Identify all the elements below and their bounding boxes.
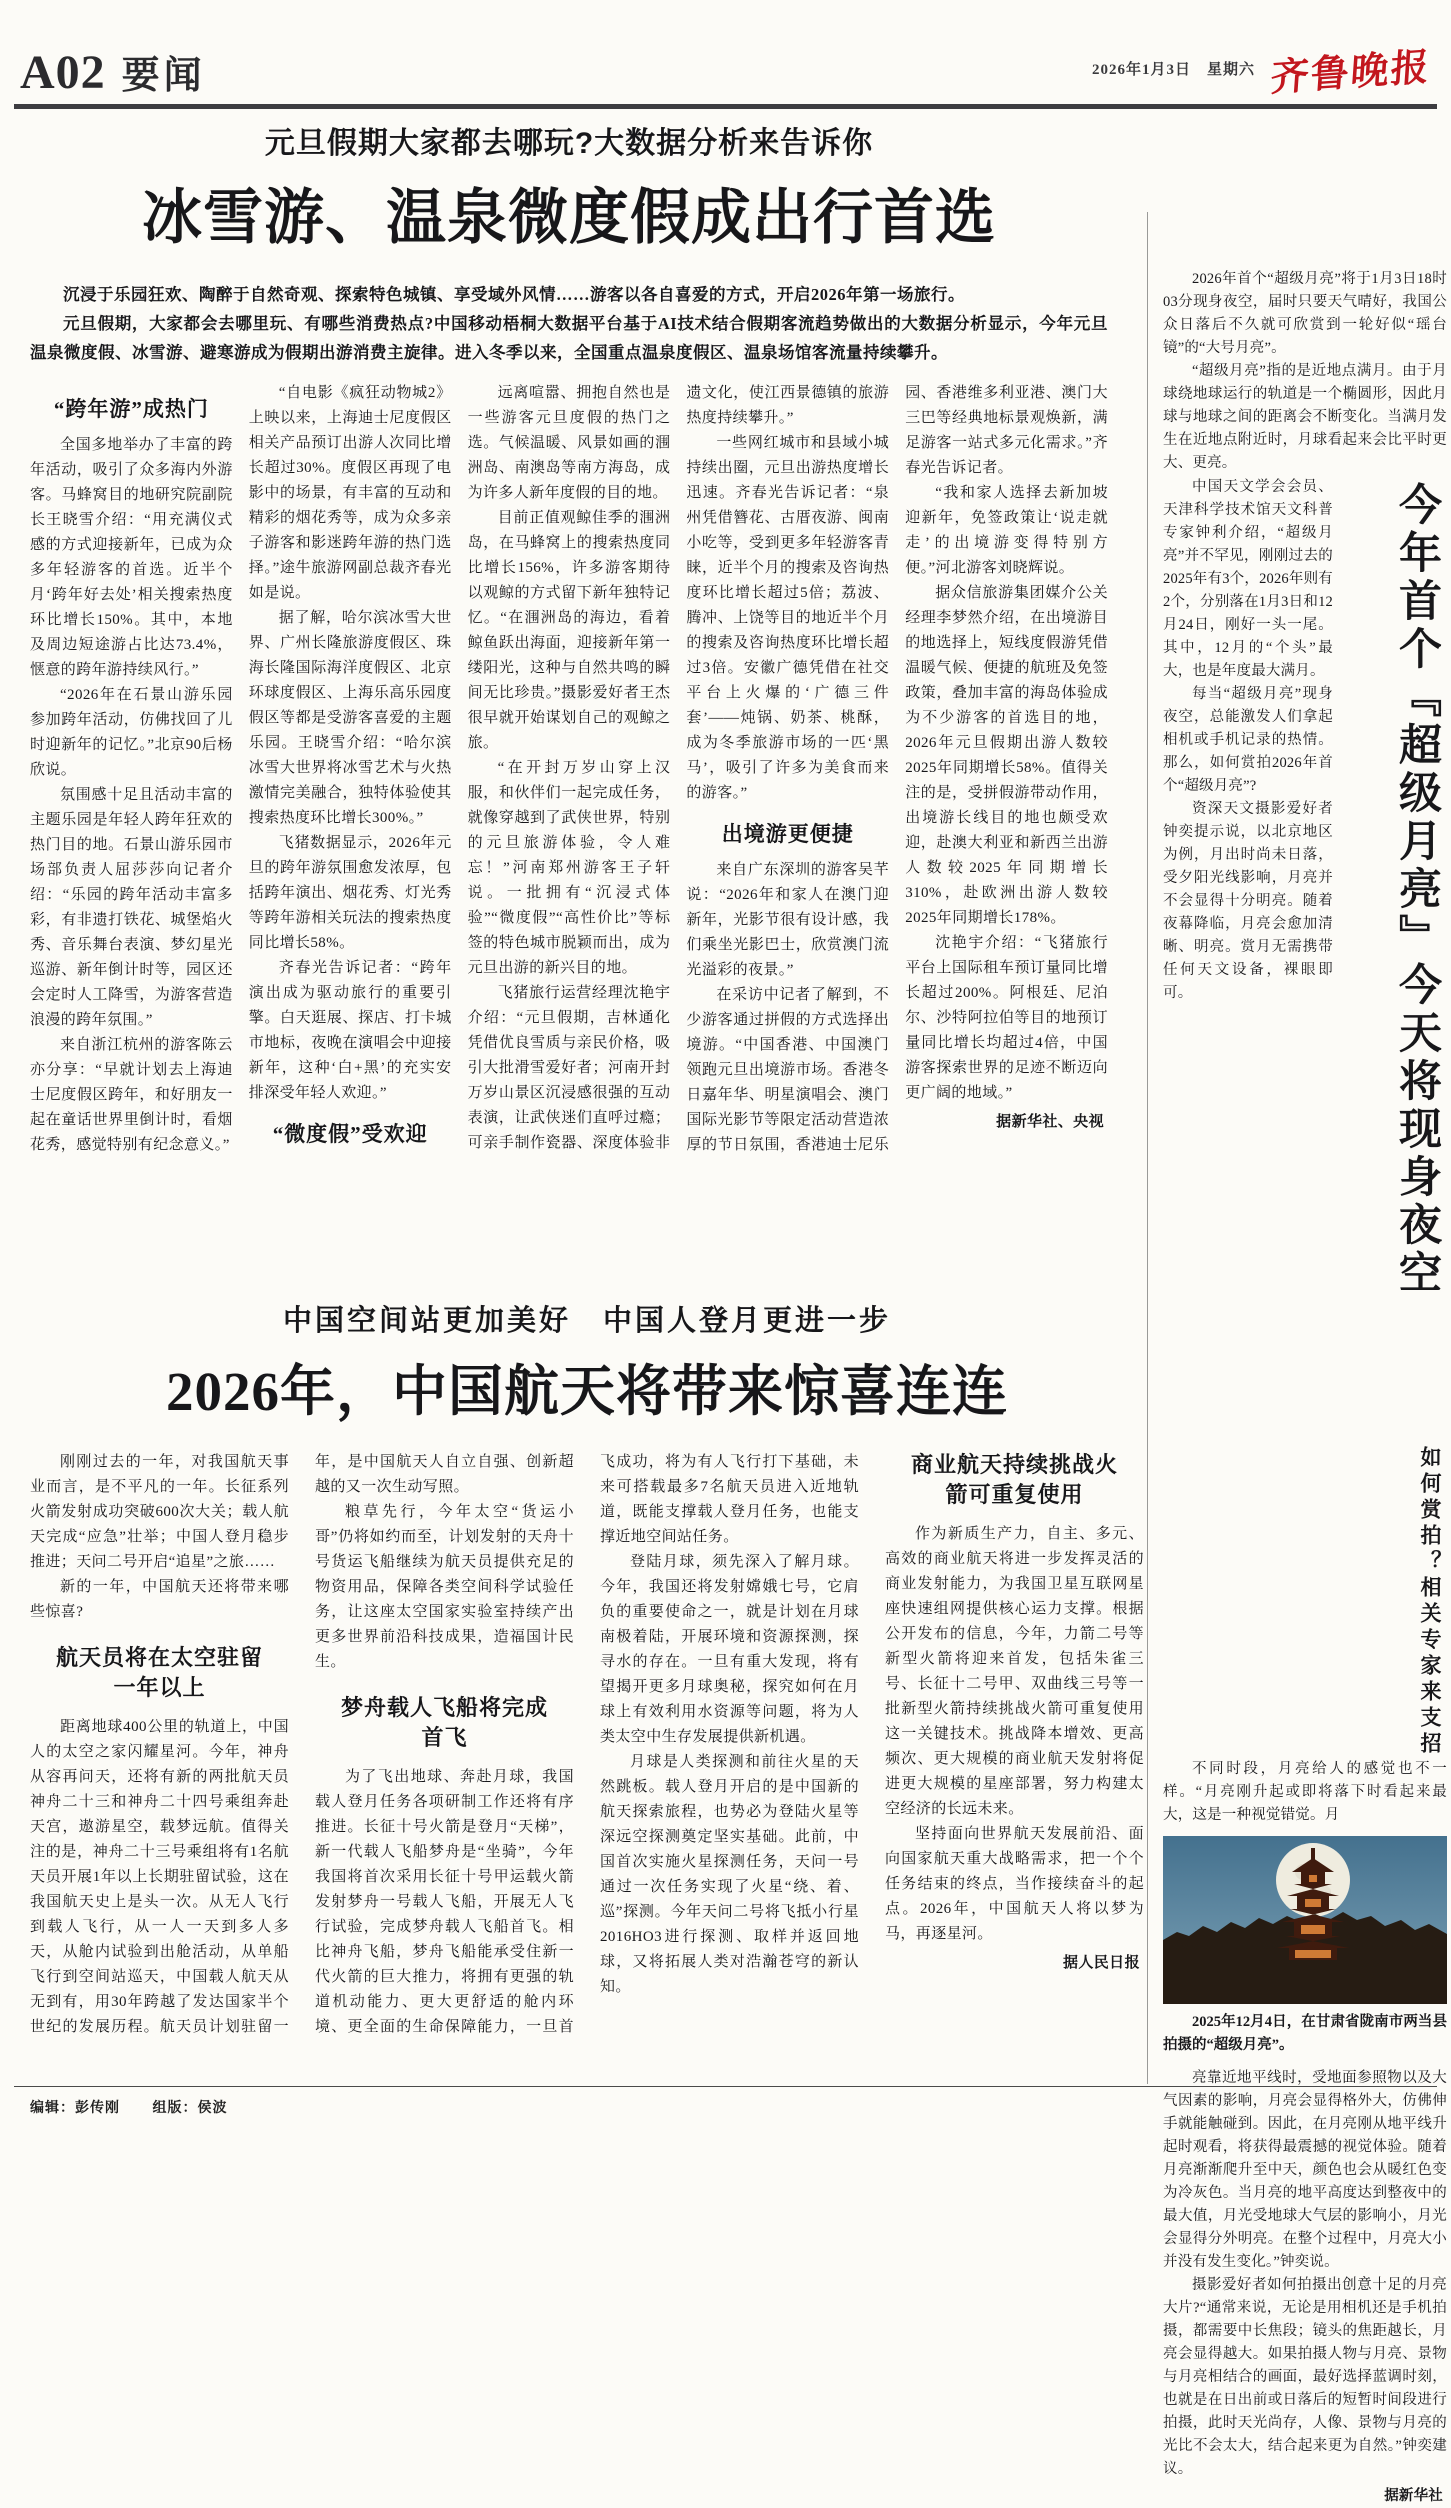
lead-kicker: 元旦假期大家都去哪玩?大数据分析来告诉你: [264, 127, 874, 160]
paragraph: 资深天文摄影爱好者钟奕提示说，以北京地区为例，月出时尚未日落，受夕阳光线影响，月亮并不会显得十分明亮。随着夜幕降临，月亮会愈加清晰、明亮。赏月无需携带任何天文设备，裸眼即可。: [1163, 801, 1333, 1001]
paragraph: 中国天文学会会员、天津科学技术馆天文科普专家钟利介绍，“超级月亮”并不罕见，刚刚过去的2025年有3个，2026年则有2个，分别落在1月3日和12月24日，刚好一头一尾。其中，12月的“个头”最大，也是年度最大满月。: [1163, 479, 1333, 679]
paragraph: 粮草先行，今年太空“货运小哥”仍将如约而至，计划发射的天舟十号货运飞船继续为航天员提供充足的物资用品，保障各类空间科学试验任务，让这座太空国家实验室持续产出更多世界前沿科技成果，造福国计民生。: [315, 1504, 574, 1670]
moon-bridge-text: [1163, 1758, 1447, 1827]
moon-mid-text: [1163, 476, 1333, 1758]
masthead-logo: 齐鲁晚报: [1269, 46, 1432, 100]
paragraph: 摄影爱好者如何拍摄出创意十足的月亮大片?“通常来说，无论是用相机还是手机拍摄，都需要中长焦段；镜头的焦距越长，月亮会显得越大。如果拍摄人物与月亮、景物与月亮相结合的画面，最好选择蓝调时刻，也就是在日出前或日落后的短暂时间段进行拍摄，此时天光尚存，人像、景物与月亮的光比不会太大，结合起来更为自然。”钟奕建议。: [1163, 2277, 1447, 2477]
moon-vertical-headline-block: [1333, 476, 1447, 1758]
column-subhead: “跨年游”成热门: [53, 397, 209, 421]
paragraph: 在采访中记者了解到，不少游客通过拼假的方式选择出境游。“中国香港、中国澳门领跑元旦出境游市场。香港冬日嘉年华、明星演唱会、澳门国际光影节等限定活动营造浓厚的节日氛围，香港迪士尼乐园、香港维多利亚港、澳门大三巴等经典地标景观焕新，满足游客一站式多元化需求。”齐春光告诉记者。: [686, 385, 1108, 1153]
column-subhead: 商业航天持续挑战火箭可重复使用: [910, 1452, 1118, 1507]
paragraph: 目前正值观鲸佳季的涠洲岛，在马蜂窝上的搜索热度同比增长156%，许多游客期待以观鲸的方式留下新年独特记忆。“在涠洲岛的海边，看着鲸鱼跃出海面，迎接新年第一缕阳光，这种与自然共鸣的瞬间无比珍贵。”摄影爱好者王杰很早就开始谋划自己的观鲸之旅。: [467, 510, 671, 751]
paragraph: “超级月亮”指的是近地点满月。由于月球绕地球运行的轨道是一个椭圆形，因此月球与地球之间的距离会不断变化。当满月发生在近地点附近时，月球看起来会比平时更大、更亮。: [1163, 363, 1447, 471]
moon-intro: [1163, 268, 1447, 475]
source-attribution: 据新华社: [1384, 2488, 1443, 2504]
paragraph: 登陆月球，须先深入了解月球。今年，我国还将发射嫦娥七号，它肩负的重要使命之一，就是计划在月球南极着陆，开展环境和资源探测，探寻水的存在。一旦有重大发现，将有望揭开更多月球奥秘，探究如何在月球上有效利用水资源等问题，将为人类太空中生存发展提供新机遇。: [600, 1554, 859, 1745]
moon-article: [1163, 268, 1447, 2508]
paragraph: 远离喧嚣、拥抱自然也是一些游客元旦度假的热门之选。气候温暖、风景如画的涠洲岛、南澳岛等南方海岛，成为许多人新年度假的目的地。: [467, 385, 671, 501]
layout-credit: 组版：侯波: [152, 2101, 228, 2116]
paragraph: 2026年首个“超级月亮”将于1月3日18时03分现身夜空，届时只要天气晴好，我国公众日落后不久就可欣赏到一轮好似“瑶台镜”的“大号月亮”。: [1163, 271, 1447, 356]
paragraph: 为了飞出地球、奔赴月球，我国载人登月任务各项研制工作还将有序推进。长征十号火箭是登月“天梯”，新一代载人飞船梦舟是“坐骑”，今年我国将首次采用长征十号甲运载火箭发射梦舟一号载人飞船，开展无人飞行试验，完成梦舟载人飞船首飞。相比神舟飞船，梦舟飞船能承受住新一代火箭的巨大推力，将拥有更强的轨道机动能力、更大更舒适的舱内环境、更全面的生命保障能力，一旦首飞成功，将为有人飞行打下基础，未来可搭载最多7名航天员进入近地轨道，既能支撑载人登月任务，也能支撑近地空间站任务。: [315, 1454, 859, 2035]
paragraph: 月球是人类探测和前往火星的天然跳板。载人登月开启的是中国新的航天探索旅程，也势必为登陆火星等深远空探测奠定坚实基础。此前，中国首次实施火星探测任务，天问一号通过一次任务实现了火星“绕、着、巡”探测。今年天问二号将飞抵小行星2016HO3进行探测、取样并返回地球，又将拓展人类对浩瀚苍穹的新认知。: [600, 1754, 859, 1995]
paragraph: 亮靠近地平线时，受地面参照物以及大气因素的影响，月亮会显得格外大，仿佛伸手就能触碰到。因此，在月亮刚从地平线升起时观看，将获得最震撼的视觉体验。随着月亮渐渐爬升至中天，颜色也会从暖红色变为冷灰色。当月亮的地平高度达到整夜中的最大值，月光受地球大气层的影响小，月光会显得分外明亮。在整个过程中，月亮大小并没有发生变化。”钟奕说。: [1163, 2070, 1447, 2270]
paragraph: “2026年在石景山游乐园参加跨年活动，仿佛找回了儿时迎新年的记忆。”北京90后杨欣说。: [30, 687, 233, 778]
paragraph: 作为新质生产力，自主、多元、高效的商业航天将进一步发挥灵活的商业发射能力，为我国卫星互联网星座快速组网提供核心运力支撑。根据公开发布的信息，今年，力箭二号等新型火箭将迎来首发，包括朱雀三号、长征十二号甲、双曲线三号等一批新型火箭持续挑战火箭可重复使用这一关键技术。挑战降本增效、更高频次、更大规模的商业航天发射将促进更大规模的星座部署，努力构建太空经济的长远未来。: [885, 1526, 1144, 1817]
paragraph: 飞猪旅行运营经理沈艳宇介绍：“元旦假期，吉林通化凭借优良雪质与亲民价格，吸引大批滑雪爱好者；河南开封万岁山景区沉浸感很强的互动表演，让武侠迷们直呼过瘾；可亲手制作瓷器、深度体验非遗文化，使江西景德镇的旅游热度持续攀升。”: [467, 385, 890, 1151]
column-subhead: 梦舟载人飞船将完成首飞: [340, 1695, 548, 1750]
footer-rule: [14, 2086, 1437, 2087]
moon-subtitle: 如何赏拍？相关专家来支招: [1418, 1446, 1442, 1758]
supermoon-photo: [1163, 1836, 1447, 2004]
paragraph: 不同时段，月亮给人的感觉也不一样。“月亮刚升起或即将落下时看起来最大，这是一种视觉错觉。月: [1163, 1761, 1447, 1823]
column-subhead: 航天员将在太空驻留一年以上: [55, 1645, 263, 1700]
paragraph: “自电影《疯狂动物城2》上映以来，上海迪士尼度假区相关产品预订出游人次同比增长超过30%。度假区再现了电影中的场景，有丰富的互动和精彩的烟花秀等，成为众多亲子游客和影迷跨年游的热门选择。”途牛旅游网副总裁齐春光如是说。: [248, 385, 452, 601]
paragraph: 来自浙江杭州的游客陈云亦分享：“早就计划去上海迪士尼度假区跨年，和好朋友一起在童话世界里倒计时，看烟花秀，感觉特别有纪念意义。”: [30, 1037, 233, 1153]
lead-intro: [30, 280, 1108, 367]
paragraph: 新的一年，中国航天还将带来哪些惊喜?: [30, 1579, 289, 1620]
paragraph: 刚刚过去的一年，对我国航天事业而言，是不平凡的一年。长征系列火箭发射成功突破600次大关；载人航天完成“应急”壮举；中国人登月稳步推进；天问二号开启“追星”之旅……: [30, 1454, 289, 1570]
paragraph: 据了解，哈尔滨冰雪大世界、广州长隆旅游度假区、珠海长隆国际海洋度假区、北京环球度假区、上海乐高乐园度假区等都是受游客喜爱的主题乐园。王晓雪介绍：“哈尔滨冰雪大世界将冰雪艺术与火热激情完美融合，独特体验使其搜索热度环比增长300%。”: [248, 610, 452, 826]
paragraph: 全国多地举办了丰富的跨年活动，吸引了众多海内外游客。马蜂窝目的地研究院副院长王晓雪介绍：“用充满仪式感的方式迎接新年，已成为众多年轻游客的首选。近半个月‘跨年好去处’相关搜索热度环比增长150%。其中，本地及周边短途游占比达73.4%，惬意的跨年游持续风行。”: [30, 437, 233, 678]
space-headline: 2026年，中国航天将带来惊喜连连: [165, 1361, 1008, 1422]
paragraph: 坚持面向世界航天发展前沿、面向国家航天重大战略需求，把一个个任务结束的终点，当作接续奋斗的起点。2026年，中国航天人将以梦为马，再逐星河。: [885, 1826, 1144, 1942]
editor-credit: 编辑：彭传刚: [30, 2101, 120, 2116]
paragraph: 一些网红城市和县域小城持续出圈，元旦出游热度增长迅速。齐春光告诉记者：“泉州凭借簪花、古厝夜游、闽南小吃等，受到更多年轻游客青睐，近半个月的搜索及咨询热度环比增长超过5倍；荔波、腾冲、上饶等目的地近半个月的搜索及咨询热度环比增长超过3倍。安徽广德凭借在社交平台上火爆的‘广德三件套’——炖锅、奶茶、桃酥，成为冬季旅游市场的一匹‘黑马’，吸引了许多为美食而来的游客。”: [686, 435, 890, 801]
paragraph: 元旦假期，大家都会去哪里玩、有哪些消费热点?中国移动梧桐大数据平台基于AI技术结合假期客流趋势做出的大数据分析显示，今年元旦温泉微度假、冰雪游、避寒游成为假期出游消费主旋律。进入冬季以来，全国重点温泉度假区、温泉场馆客流量持续攀升。: [30, 314, 1108, 362]
moon-bottom-text: [1163, 2067, 1447, 2508]
lead-body-columns: [30, 381, 1108, 1326]
column-divider: [1147, 212, 1148, 2084]
space-kicker: 中国空间站更加美好 中国人登月更进一步: [282, 1305, 891, 1337]
space-article: [30, 1298, 1144, 2098]
paragraph: 每当“超级月亮”现身夜空，总能激发人们拿起相机或手机记录的热情。那么，如何赏拍2026年首个“超级月亮”?: [1163, 686, 1333, 794]
photo-caption: 2025年12月4日，在甘肃省陇南市两当县拍摄的“超级月亮”。: [1163, 2014, 1447, 2053]
paragraph: 飞猪数据显示，2026年元旦的跨年游氛围愈发浓厚，包括跨年演出、烟花秀、灯光秀等跨年游相关玩法的搜索热度同比增长58%。: [248, 835, 452, 951]
source-attribution: 据人民日报: [1062, 1955, 1140, 1971]
section-name: 要闻: [121, 55, 206, 97]
page-footer: [30, 2097, 256, 2117]
column-subhead: 出境游更便捷: [721, 822, 854, 846]
paragraph: 来自广东深圳的游客吴芊说：“2026年和家人在澳门迎新年，光影节很有设计感，我们乘坐光影巴士，欣赏澳门流光溢彩的夜景。”: [686, 862, 890, 978]
column-subhead: “微度假”受欢迎: [272, 1122, 428, 1146]
paragraph: 氛围感十足且活动丰富的主题乐园是年轻人跨年狂欢的热门目的地。石景山游乐园市场部负责人屈莎莎向记者介绍：“乐园的跨年活动丰富多彩，有非遗打铁花、城堡焰火秀、音乐舞台表演、梦幻星光巡游、新年倒计时等，园区还会定时人工降雪，为游客营造浪漫的跨年氛围。”: [30, 787, 233, 1028]
lead-headline: 冰雪游、温泉微度假成出行首选: [142, 185, 996, 251]
moon-headline: 今年首个『超级月亮』今天将现身夜空: [1393, 482, 1440, 1298]
paragraph: “在开封万岁山穿上汉服，和伙伴们一起完成任务，就像穿越到了武侠世界，特别的元旦旅游体验，令人难忘！”河南郑州游客王子轩说。一批拥有“沉浸式体验”“微度假”“高性价比”等标签的特色城市脱颖而出，成为元旦出游的新兴目的地。: [467, 760, 671, 976]
publication-date: 2026年1月3日 星期六: [1091, 62, 1255, 78]
paragraph: 距离地球400公里的轨道上，中国人的太空之家闪耀星河。今年，神舟从容再问天，还将有新的两批航天员神舟二十三和神舟二十四号乘组奔赴天宫，遨游星空，载梦远航。值得关注的是，神舟二十三号乘组将有1名航天员开展1年以上长期驻留试验，这在我国航天史上是头一次。从无人飞行到载人飞行，从一人一天到多人多天，从舱内试验到出舱活动，从单船飞行到空间站巡天，中国载人航天从无到有，用30年跨越了发达国家半个世纪的发展历程。航天员计划驻留一年，是中国航天人自立自强、创新超越的又一次生动写照。: [30, 1454, 574, 2035]
edition-number: A02: [20, 46, 106, 99]
paragraph: 齐春光告诉记者：“跨年演出成为驱动旅行的重要引擎。白天逛展、探店、打卡城市地标，夜晚在演唱会中迎接新年，这种‘白+黑’的充实安排深受年轻人欢迎。”: [248, 960, 452, 1101]
paragraph: 沈艳宇介绍：“飞猪旅行平台上国际租车预订量同比增长超过200%。阿根廷、尼泊尔、沙特阿拉伯等目的地预订量同比增长均超过4倍，中国游客探索世界的足迹不断迈向更广阔的地域。”: [905, 935, 1108, 1101]
paragraph: 据众信旅游集团媒介公关经理李梦然介绍，在出境游目的地选择上，短线度假游凭借温暖气候、便捷的航班及免签政策，叠加丰富的海岛体验成为不少游客的首选目的地，2026年元旦假期出游人数较2025年同期增长58%。值得关注的是，受拼假游带动作用，出境游长线目的地也颇受欢迎，赴澳大利亚和新西兰出游人数较2025年同期增长310%，赴欧洲出游人数较2025年同期增长178%。: [905, 585, 1108, 926]
paragraph: “我和家人选择去新加坡迎新年，免签政策让‘说走就走’的出境游变得特别方便。”河北游客刘晓辉说。: [905, 485, 1108, 576]
page-header: [18, 40, 1435, 100]
header-rule: [14, 104, 1437, 109]
paragraph: 沉浸于乐园狂欢、陶醉于自然奇观、探索特色城镇、享受域外风情……游客以各自喜爱的方式，开启2026年第一场旅行。: [63, 285, 965, 304]
space-body-columns: [30, 1450, 1144, 2098]
lead-article: [30, 118, 1108, 1326]
source-attribution: 据新华社、央视: [996, 1114, 1104, 1130]
